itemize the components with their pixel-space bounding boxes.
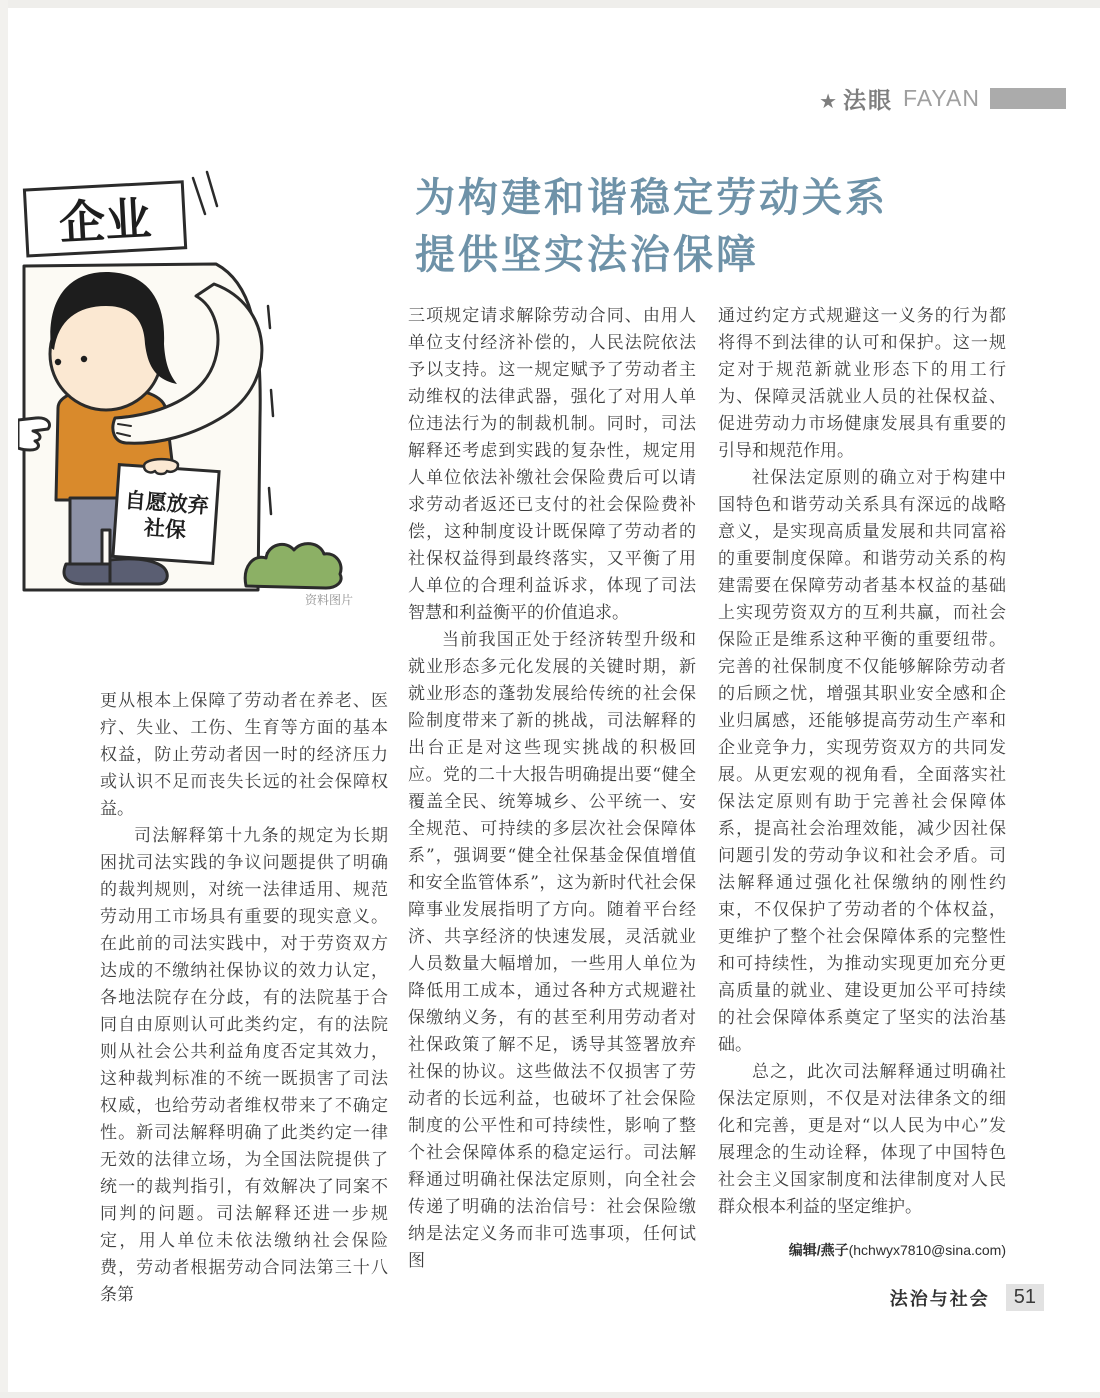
paragraph: 通过约定方式规避这一义务的行为都将得不到法律的认可和保护。这一规定对于规范新就业形态下的用工行为、保障灵活就业人员的社保权益、促进劳动力市场健康发展具有重要的引导和规范作用。 xyxy=(718,306,1006,461)
editor-credit xyxy=(718,1240,1006,1260)
worker-shoe-left xyxy=(64,564,110,584)
photo-credit-caption: 资料图片 xyxy=(304,593,353,607)
worker-eye-right xyxy=(81,356,87,362)
worker-eye-left xyxy=(55,359,61,365)
journal-name: 法治与社会 xyxy=(889,1288,990,1309)
header-decor-bar xyxy=(990,88,1066,109)
page-number-badge: 51 xyxy=(1006,1284,1044,1311)
worker-shoe-right xyxy=(110,559,167,584)
waiver-paper xyxy=(113,465,219,564)
article-title-line2: 提供坚实法治保障 xyxy=(415,233,759,277)
cartoon-svg xyxy=(18,158,383,608)
section-header xyxy=(819,82,1066,115)
editor-name: 编辑/燕子 xyxy=(788,1242,849,1258)
section-label-cn: 法眼 xyxy=(843,87,893,113)
paragraph: 更从根本上保障了劳动者在养老、医疗、失业、工伤、生育等方面的基本权益，防止劳动者因一时的经济压力或认识不足而丧失长远的社会保障权益。 xyxy=(100,691,388,819)
article-illustration xyxy=(18,158,383,608)
worker-hand xyxy=(144,459,178,474)
paragraph: 当前我国正处于经济转型升级和就业形态多元化发展的关键时期，新就业形态的蓬勃发展给传统的社会保险制度带来了新的挑战，司法解释的出台正是对这些现实挑战的积极回应。党的二十大报告明确提出要“健全覆盖全民、统筹城乡、公平统一、安全规范、可持续的多层次社会保障体系”，强调要“健全社保基金保值增值和安全监管体系”，这为新时代社会保障事业发展指明了方向。随着平台经济、共享经济的快速发展，灵活就业人员数量大幅增加，一些用人单位为降低用工成本，通过各种方式规避社保缴纳义务，有的甚至利用劳动者对社保政策了解不足，诱导其签署放弃社保的协议。这些做法不仅损害了劳动者的长远利益，也破坏了社会保险制度的公平性和可持续性，影响了整个社会保障体系的稳定运行。司法解释通过明确社保法定原则，向全社会传递了明确的法治信号：社会保险缴纳是法定义务而非可选事项，任何试图 xyxy=(408,630,696,1271)
section-label-en: FAYAN xyxy=(903,85,980,111)
page-footer xyxy=(890,1284,1044,1311)
article-column-left xyxy=(100,688,388,1309)
paragraph: 司法解释第十九条的规定为长期困扰司法实践的争议问题提供了明确的裁判规则，对统一法律适用、规范劳动用工市场具有重要的现实意义。在此前的司法实践中，对于劳资双方达成的不缴纳社保协议的效力认定，各地法院存在分歧，有的法院基于合同自由原则认可此类约定，有的法院则从社会公共利益角度否定其效力，这种裁判标准的不统一既损害了司法权威，也给劳动者维权带来了不确定性。新司法解释明确了此类约定一律无效的法律立场，为全国法院提供了统一的裁判指引，有效解决了同案不同判的问题。司法解释还进一步规定，用人单位未依法缴纳社会保险费，劳动者根据劳动合同法第三十八条第 xyxy=(100,826,388,1305)
building-sign-text: 企业 xyxy=(57,192,153,250)
paragraph: 总之，此次司法解释通过明确社保法定原则，不仅是对法律条文的细化和完善，更是对“以人民为中心”发展理念的生动诠释，体现了中国特色社会主义国家制度和法律制度对人民群众根本利益的坚定维护。 xyxy=(718,1062,1006,1217)
article-title xyxy=(415,170,888,284)
page-edge-top xyxy=(0,0,1100,8)
page-edge-left xyxy=(0,0,8,1398)
waiver-paper-text-line2: 社保 xyxy=(143,516,187,543)
building-sign xyxy=(24,182,185,256)
article-column-middle xyxy=(408,303,696,1275)
paragraph: 社保法定原则的确立对于构建中国特色和谐劳动关系具有深远的战略意义，是实现高质量发展和共同富裕的重要制度保障。和谐劳动关系的构建需要在保障劳动者基本权益的基础上实现劳资双方的互利共赢，而社会保险正是维系这种平衡的重要纽带。完善的社保制度不仅能够解除劳动者的后顾之忧，增强其职业安全感和企业归属感，还能够提高劳动生产率和企业竞争力，实现劳资双方的共同发展。从更宏观的视角看，全面落实社保法定原则有助于完善社会保障体系，提高社会治理效能，减少因社保问题引发的劳动争议和社会矛盾。司法解释通过强化社保缴纳的刚性约束，不仅保护了劳动者的个体权益，更维护了整个社会保障体系的完整性和可持续性，为推动实现更加充分更高质量的就业、建设更加公平可持续的社会保障体系奠定了坚实的法治基础。 xyxy=(718,468,1006,1055)
article-title-line1: 为构建和谐稳定劳动关系 xyxy=(415,176,888,220)
section-title-cn xyxy=(819,82,893,115)
editor-email: (hchwyx7810@sina.com) xyxy=(848,1242,1006,1258)
page-edge-bottom xyxy=(0,1392,1100,1398)
waiver-paper-text-line1: 自愿放弃 xyxy=(124,489,210,518)
article-column-right xyxy=(718,303,1006,1221)
paragraph: 三项规定请求解除劳动合同、由用人单位支付经济补偿的，人民法院依法予以支持。这一规定赋予了劳动者主动维权的法律武器，强化了对用人单位违法行为的制裁机制。同时，司法解释还考虑到实践的复杂性，规定用人单位依法补缴社会保险费后可以请求劳动者返还已支付的社会保险费补偿，这种制度设计既保障了劳动者的社保权益得到最终落实，又平衡了用人单位的合理利益诉求，体现了司法智慧和利益衡平的价值追求。 xyxy=(408,306,696,623)
star-icon: ★ xyxy=(819,91,839,113)
